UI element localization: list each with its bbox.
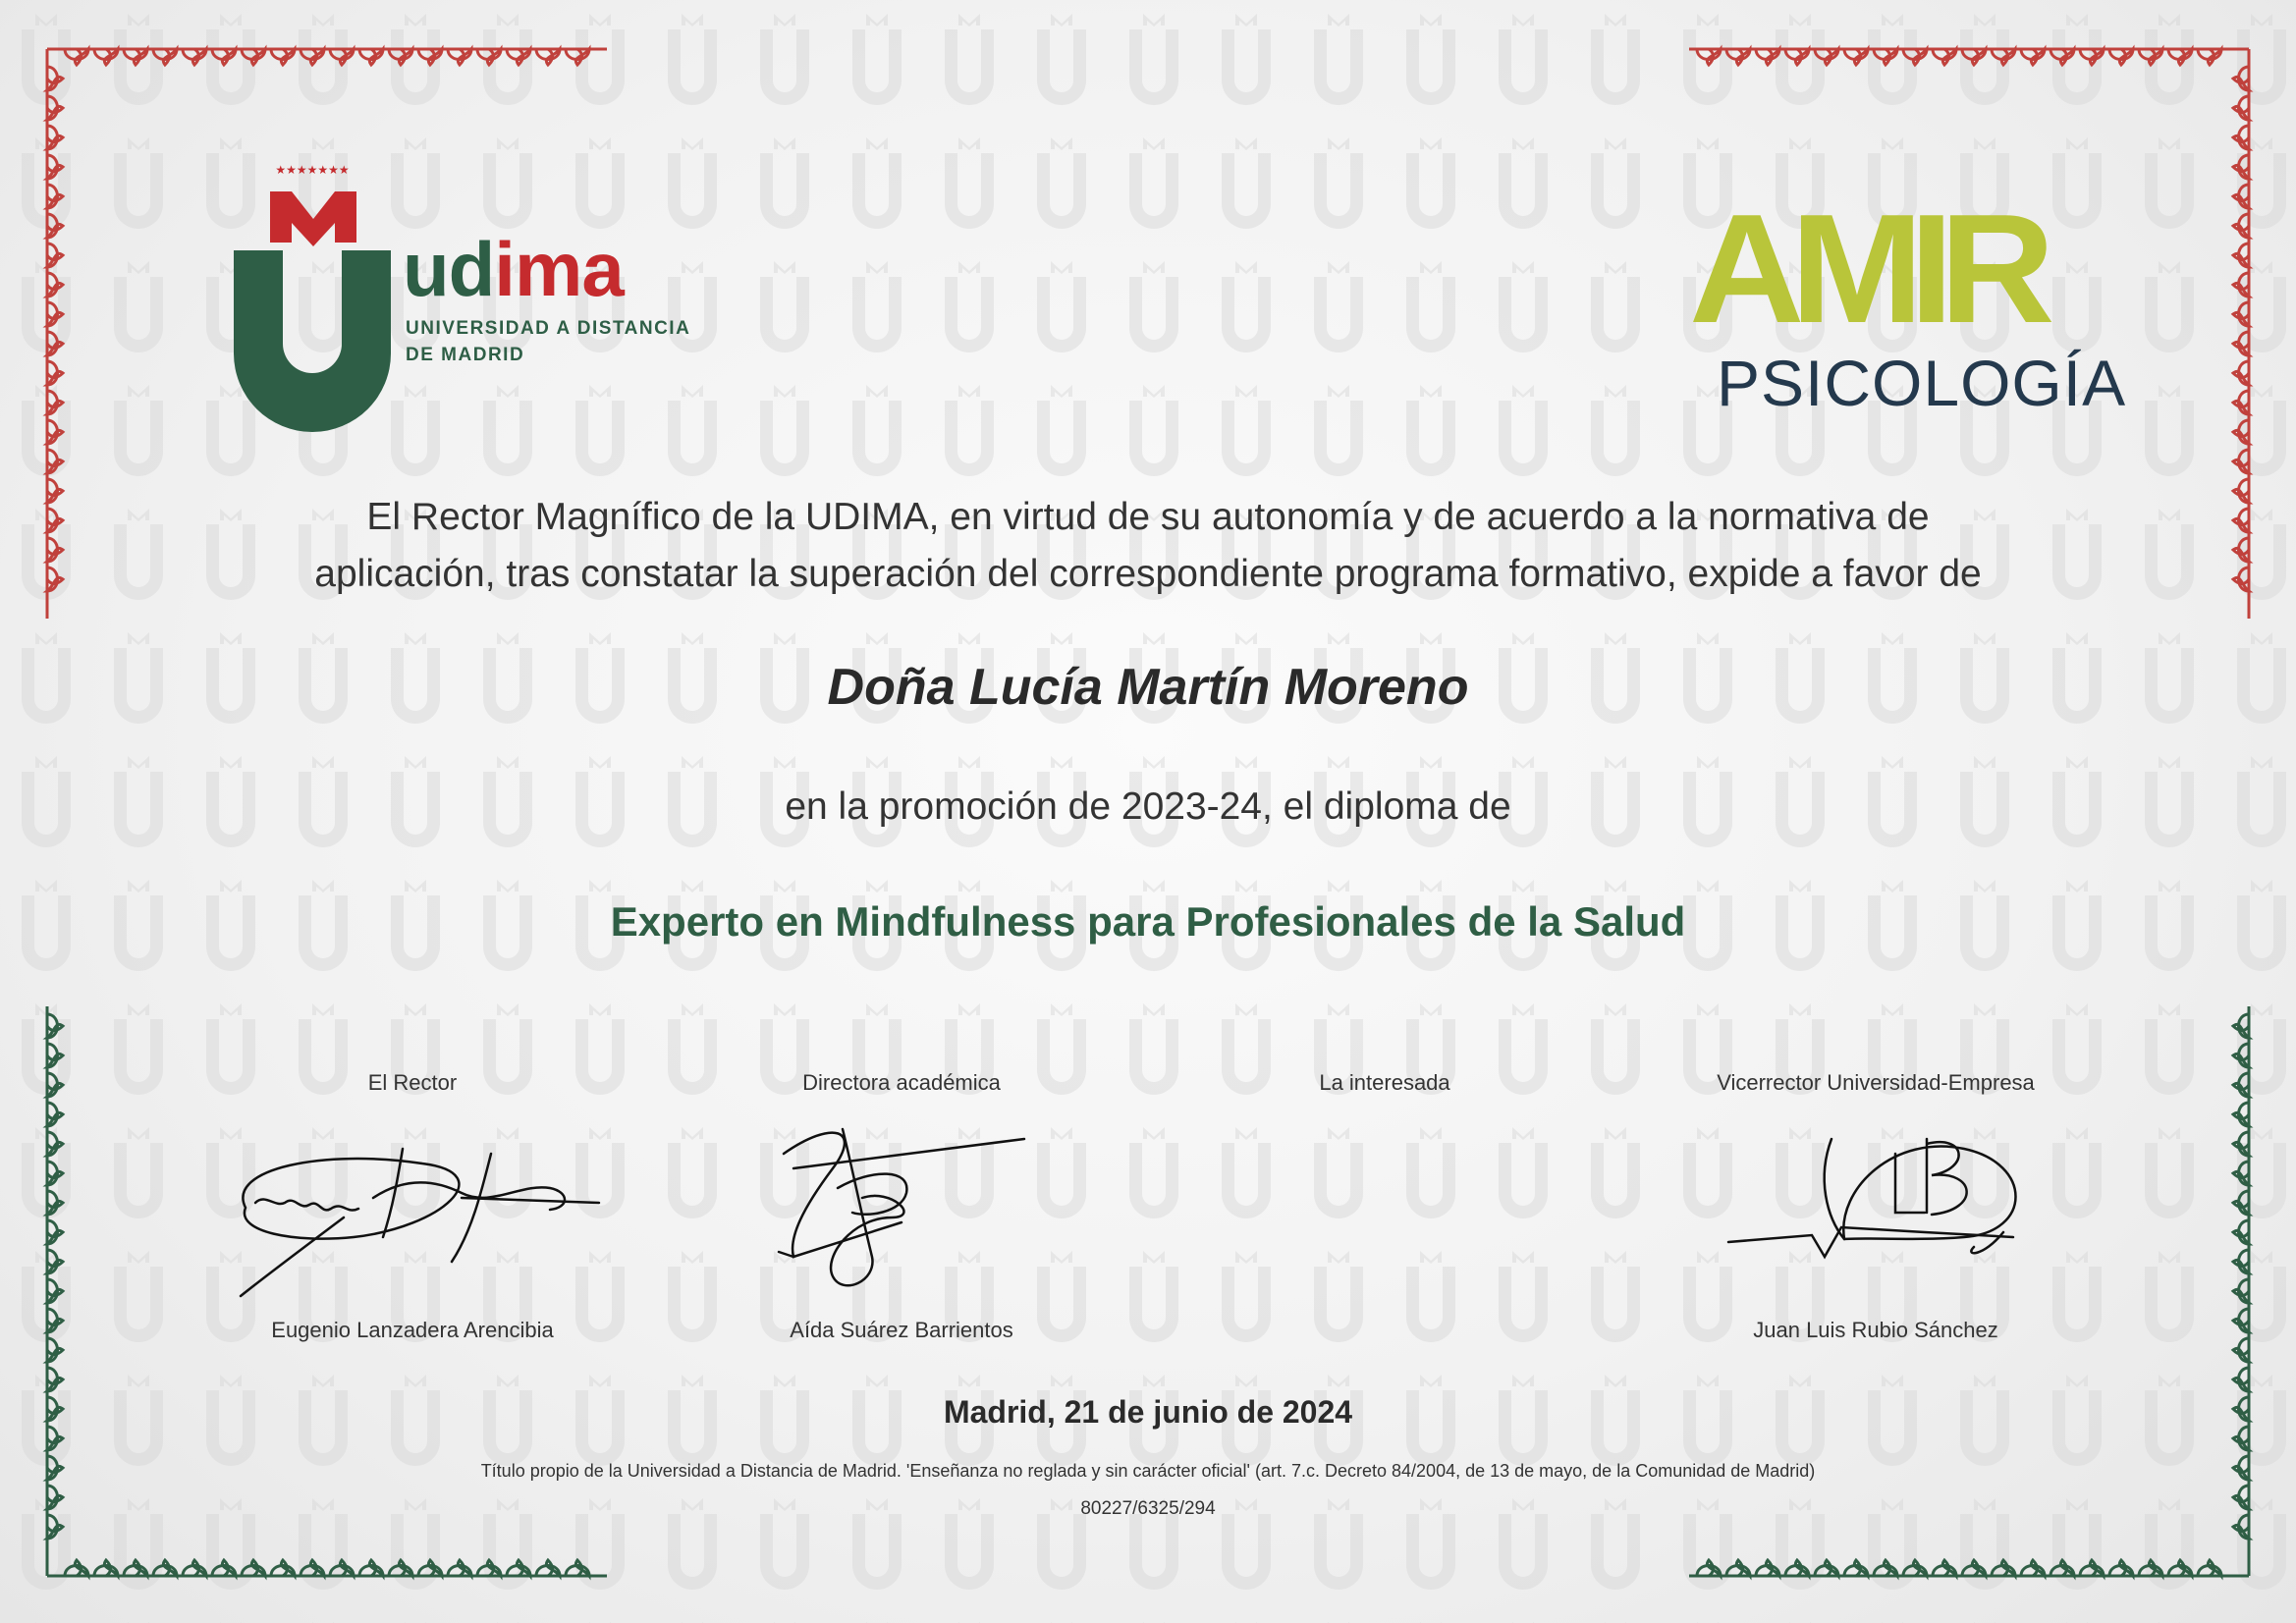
recipient-name: Doña Lucía Martín Moreno — [827, 659, 1469, 716]
ornament-loop — [2233, 1456, 2249, 1480]
ornament-loop — [536, 49, 560, 65]
ornament-loop — [47, 1309, 63, 1332]
udima-u-emblem — [226, 152, 393, 437]
ornament-loop — [124, 1560, 147, 1576]
ornament-loop — [2233, 1044, 2249, 1067]
ornament-loop — [2233, 302, 2249, 326]
ornament-loop — [47, 479, 63, 503]
ornament-loop — [124, 49, 147, 65]
ornament-loop — [47, 509, 63, 532]
ornament-loop — [47, 273, 63, 297]
ornament-loop — [1815, 49, 1838, 65]
ornament-loop — [47, 1456, 63, 1480]
ornament-loop — [2233, 1220, 2249, 1244]
ornament-loop — [47, 1515, 63, 1539]
ornament-loop — [418, 1560, 442, 1576]
ornament-loop — [2233, 1191, 2249, 1215]
ornament-loop — [47, 1279, 63, 1303]
ornament-loop — [2233, 420, 2249, 444]
ornament-loop — [1815, 1560, 1838, 1576]
ornament-loop — [330, 49, 354, 65]
ornament-loop — [212, 1560, 236, 1576]
ornament-loop — [2233, 332, 2249, 355]
ornament-loop — [47, 185, 63, 208]
signature-image — [695, 1109, 1108, 1306]
ornament-loop — [1726, 49, 1750, 65]
ornament-loop — [566, 49, 589, 65]
ornament-loop — [2233, 1486, 2249, 1509]
ornament-loop — [47, 1191, 63, 1215]
ornament-loop — [242, 1560, 265, 1576]
ornament-loop — [2080, 49, 2104, 65]
amir-wordmark: AMIR — [1689, 183, 2042, 355]
ornament-loop — [47, 538, 63, 562]
ornament-loop — [2233, 1368, 2249, 1391]
amir-subtitle: PSICOLOGÍA — [1717, 347, 2127, 419]
ornament-loop — [301, 49, 324, 65]
ornament-loop — [1962, 49, 1986, 65]
ornament-loop — [477, 49, 501, 65]
udima-wordmark: udima — [403, 226, 624, 312]
ornament-loop — [2233, 1014, 2249, 1038]
ornament-loop — [47, 1103, 63, 1126]
ornament-loop — [2233, 1338, 2249, 1362]
ornament-loop — [47, 1486, 63, 1509]
ornament-loop — [47, 420, 63, 444]
ornament-loop — [47, 302, 63, 326]
ornament-loop — [1874, 49, 1897, 65]
intro-paragraph: El Rector Magnífico de la UDIMA, en virtud de su autonomía y de acuerdo a la normativa de aplicación, tras constatar la superación del correspondiente programa formativo, expide a favor de — [314, 496, 1982, 595]
ornament-loop — [1697, 49, 1721, 65]
ornament-loop — [47, 332, 63, 355]
udima-stars: ★★★★★★★ — [275, 163, 350, 177]
ornament-loop — [2233, 1309, 2249, 1332]
ornament-loop — [94, 1560, 118, 1576]
ornament-loop — [2233, 1132, 2249, 1156]
ornament-loop — [47, 391, 63, 414]
ornament-loop — [1844, 1560, 1868, 1576]
ornament-loop — [2233, 391, 2249, 414]
ornament-loop — [2233, 214, 2249, 238]
ornament-loop — [2050, 49, 2074, 65]
ornament-loop — [2233, 479, 2249, 503]
ornament-loop — [2233, 1427, 2249, 1450]
ornament-loop — [153, 1560, 177, 1576]
ornament-loop — [1933, 49, 1956, 65]
promotion-line: en la promoción de 2023-24, el diploma de — [785, 785, 1511, 828]
ornament-loop — [2021, 1560, 2045, 1576]
ornament-loop — [2109, 1560, 2133, 1576]
ornament-loop — [47, 1220, 63, 1244]
ornament-loop — [65, 1560, 88, 1576]
ornament-loop — [271, 1560, 295, 1576]
ornament-loop — [1962, 1560, 1986, 1576]
ornament-loop — [183, 49, 206, 65]
signature-image — [1669, 1109, 2082, 1306]
ornament-loop — [2109, 49, 2133, 65]
ornament-loop — [2139, 1560, 2162, 1576]
ornament-loop — [47, 67, 63, 90]
ornament-loop — [1874, 1560, 1897, 1576]
signatory-name: Eugenio Lanzadera Arencibia — [271, 1318, 554, 1342]
ornament-loop — [389, 49, 412, 65]
ornament-loop — [1903, 1560, 1927, 1576]
ornament-loop — [1933, 1560, 1956, 1576]
ornament-loop — [2233, 185, 2249, 208]
ornament-loop — [242, 49, 265, 65]
ornament-loop — [47, 243, 63, 267]
diploma-title: Experto en Mindfulness para Profesionales de la Salud — [610, 898, 1686, 945]
ornament-loop — [1726, 1560, 1750, 1576]
ornament-loop — [2233, 1162, 2249, 1185]
ornament-loop — [1844, 49, 1868, 65]
signatory-name: Juan Luis Rubio Sánchez — [1753, 1318, 1998, 1342]
ornament-loop — [2233, 1397, 2249, 1421]
amir-psicologia-logo — [1689, 183, 2141, 427]
ornament-loop — [1697, 1560, 1721, 1576]
ornament-loop — [2198, 49, 2221, 65]
ornament-loop — [2233, 67, 2249, 90]
ornament-loop — [507, 1560, 530, 1576]
ornament-loop — [47, 96, 63, 120]
ornament-loop — [47, 155, 63, 179]
ornament-loop — [2080, 1560, 2104, 1576]
ornament-loop — [47, 1250, 63, 1273]
ornament-loop — [47, 1014, 63, 1038]
ornament-loop — [47, 1132, 63, 1156]
ornament-loop — [2233, 155, 2249, 179]
ornament-loop — [2233, 568, 2249, 591]
ornament-loop — [153, 49, 177, 65]
ornament-loop — [47, 450, 63, 473]
ornament-loop — [47, 1397, 63, 1421]
ornament-loop — [2233, 243, 2249, 267]
ornament-loop — [47, 1338, 63, 1362]
signature-role: El Rector — [367, 1070, 458, 1095]
ornament-loop — [301, 1560, 324, 1576]
signatory-name: Aída Suárez Barrientos — [790, 1318, 1013, 1342]
ornament-loop — [47, 126, 63, 149]
ornament-loop — [507, 49, 530, 65]
udima-logo — [226, 152, 691, 447]
ornament-loop — [2050, 1560, 2074, 1576]
ornament-loop — [359, 1560, 383, 1576]
ornament-loop — [477, 1560, 501, 1576]
ornament-loop — [212, 49, 236, 65]
ornament-loop — [2233, 509, 2249, 532]
ornament-loop — [448, 49, 471, 65]
ornament-loop — [1992, 49, 2015, 65]
ornament-loop — [2233, 1250, 2249, 1273]
udima-subtitle: UNIVERSIDAD A DISTANCIA DE MADRID — [406, 318, 691, 365]
ornament-loop — [2168, 1560, 2192, 1576]
place-and-date: Madrid, 21 de junio de 2024 — [943, 1394, 1353, 1430]
signature-role: La interesada — [1319, 1070, 1450, 1095]
ornament-loop — [1756, 49, 1779, 65]
legal-note: Título propio de la Universidad a Distancia de Madrid. 'Enseñanza no reglada y sin carácter oficial' (art. 7.c. Decreto 84/2004, de 13 de mayo, de la Comunidad de Madrid) — [480, 1461, 1816, 1481]
ornament-loop — [47, 1427, 63, 1450]
ornament-loop — [47, 1162, 63, 1185]
ornament-loop — [2233, 1279, 2249, 1303]
signature-image — [206, 1109, 619, 1306]
ornament-loop — [2168, 49, 2192, 65]
ornament-loop — [65, 49, 88, 65]
ornament-loop — [47, 214, 63, 238]
ornament-loop — [1785, 1560, 1809, 1576]
ornament-loop — [47, 1368, 63, 1391]
ornament-loop — [2198, 1560, 2221, 1576]
ornament-loop — [2233, 450, 2249, 473]
signature-block-rector — [206, 1070, 619, 1365]
signature-block-interesada — [1178, 1070, 1591, 1365]
signature-empty — [1178, 1109, 1591, 1306]
ornament-loop — [271, 49, 295, 65]
ornament-loop — [47, 1044, 63, 1067]
ornament-loop — [448, 1560, 471, 1576]
ornament-loop — [2233, 538, 2249, 562]
ornament-loop — [183, 1560, 206, 1576]
ornament-loop — [2233, 273, 2249, 297]
ornament-loop — [2233, 1073, 2249, 1097]
signature-role: Vicerrector Universidad-Empresa — [1717, 1070, 2035, 1095]
ornament-loop — [47, 568, 63, 591]
registration-code: 80227/6325/294 — [1080, 1498, 1216, 1519]
ornament-loop — [330, 1560, 354, 1576]
signature-role: Directora académica — [802, 1070, 1001, 1095]
ornament-loop — [389, 1560, 412, 1576]
ornament-loop — [1756, 1560, 1779, 1576]
ornament-loop — [2233, 126, 2249, 149]
signature-block-vicerrector — [1669, 1070, 2082, 1365]
ornament-loop — [566, 1560, 589, 1576]
ornament-loop — [536, 1560, 560, 1576]
ornament-loop — [2139, 49, 2162, 65]
ornament-loop — [2233, 1515, 2249, 1539]
ornament-loop — [1785, 49, 1809, 65]
ornament-loop — [418, 49, 442, 65]
ornament-loop — [359, 49, 383, 65]
ornament-loop — [2233, 96, 2249, 120]
ornament-loop — [94, 49, 118, 65]
ornament-loop — [2021, 49, 2045, 65]
ornament-loop — [47, 361, 63, 385]
ornament-loop — [1992, 1560, 2015, 1576]
ornament-loop — [2233, 361, 2249, 385]
ornament-loop — [47, 1073, 63, 1097]
ornament-loop — [2233, 1103, 2249, 1126]
ornament-loop — [1903, 49, 1927, 65]
signature-block-directora — [695, 1070, 1108, 1365]
